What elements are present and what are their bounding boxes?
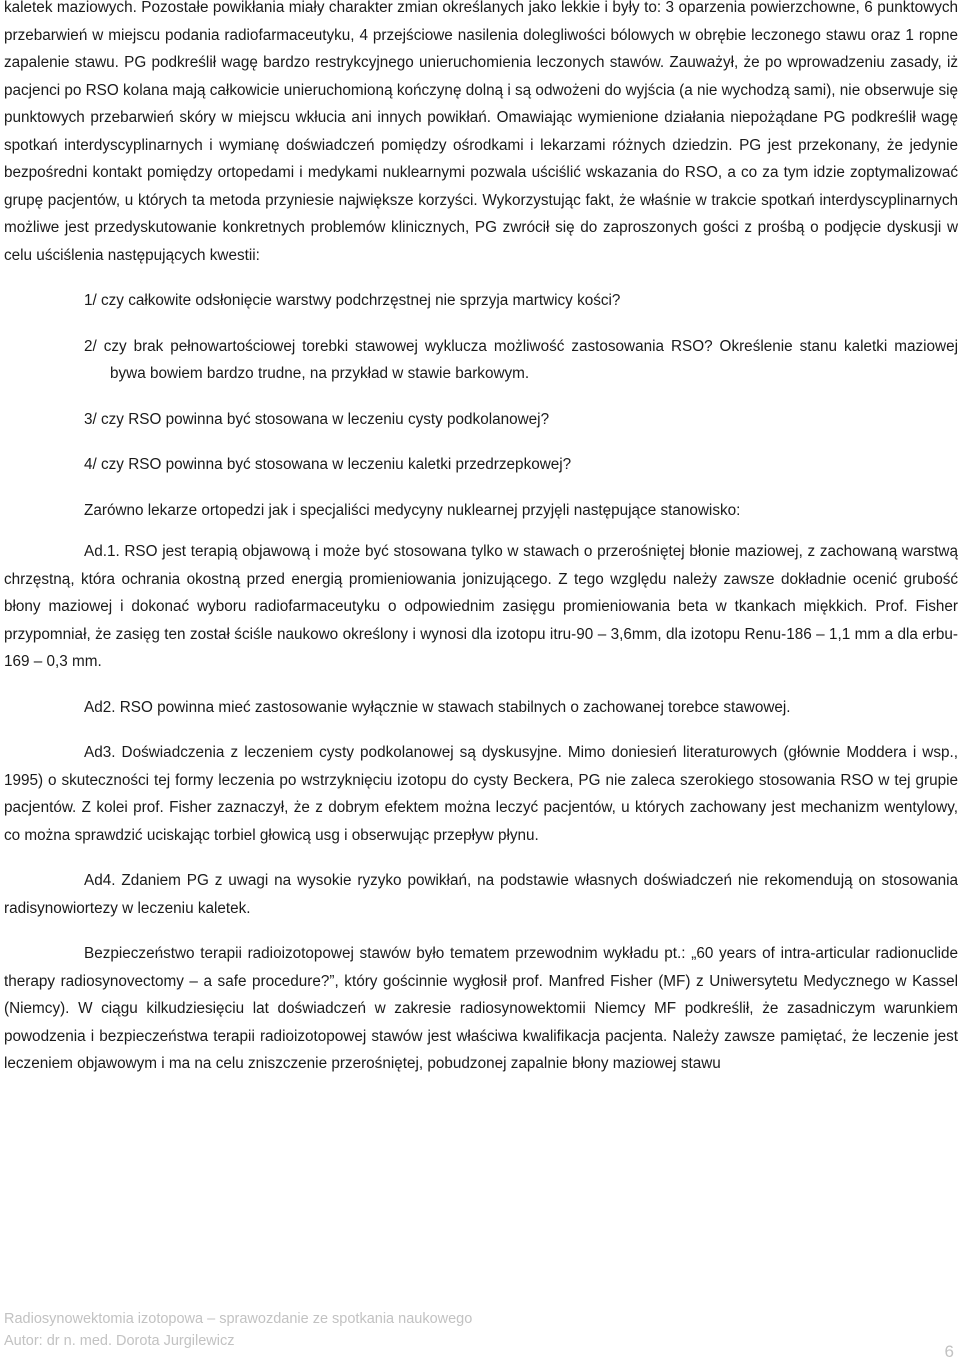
- answer-2: Ad2. RSO powinna mieć zastosowanie wyłącznie w stawach stabilnych o zachowanej torebce stawowej.: [84, 698, 791, 716]
- question-4: 4/ czy RSO powinna być stosowana w leczeniu kaletki przedrzepkowej?: [84, 456, 572, 473]
- answer-1: Ad.1. RSO jest terapią objawową i może być stosowana tylko w stawach o przerośniętej błonie maziowej, z zachowaną warstwą chrzęstną, która ochrania okostną przed energią promieniowania jonizującego. Z tego względu należy zawsze dokładnie ocenić grubość błony maziowej i dokonać wyboru radiofarmaceutyku o odpowiednim zasięgu promieniowania beta w tkankach miękkich. Prof. Fisher przypomniał, że zasięg ten został ściśle naukowo określony i wynosi dla izotopu itru-90 – 3,6mm, dla izotopu Renu-186 – 1,1 mm a dla erbu-169 – 0,3 mm.: [4, 543, 958, 670]
- document-page: [4, 0, 958, 1078]
- paragraph-safety-lecture: Bezpieczeństwo terapii radioizotopowej stawów było tematem przewodnim wykładu pt.: „60 years of intra-articular radionuclide therapy radiosynovectomy – a safe procedure?”, który gościnnie wygłosił prof. Manfred Fisher (MF) z Uniwersytetu Medycznego w Kassel (Niemcy). W ciągu kilkudziesięciu lat doświadczeń w zakresie radiosynowektomii Niemcy MF podkreślił, że zasadniczym warunkiem powodzenia i bezpieczeństwa terapii radioizotopowej stawów jest właściwa kwalifikacja pacjenta. Należy zawsze pamiętać, że leczenie jest leczeniem objawowym i ma na celu zniszczenie przerośniętej, pobudzonej zapalnie błony maziowej stawu: [4, 945, 958, 1072]
- question-1: 1/ czy całkowite odsłonięcie warstwy podchrzęstnej nie sprzyja martwicy kości?: [84, 292, 621, 309]
- question-3: 3/ czy RSO powinna być stosowana w leczeniu cysty podkolanowej?: [84, 410, 550, 428]
- answer-3: Ad3. Doświadczenia z leczeniem cysty podkolanowej są dyskusyjne. Mimo doniesień literaturowych (głównie Moddera i wsp., 1995) o skuteczności tej formy leczenia po wstrzyknięciu izotopu do cysty Beckera, PG nie zaleca szerokiego stosowania RSO w tej grupie pacjentów. Z kolei prof. Fisher zaznaczył, że z dobrym efektem można leczyć pacjentów, u których zachowany jest mechanizm wentylowy, co można sprawdzić uciskając torbiel głowicą usg i obserwując przepływ płynu.: [4, 744, 958, 844]
- page-number: 6: [944, 1342, 954, 1361]
- page-footer: [4, 1308, 472, 1352]
- footer-author: Autor: dr n. med. Dorota Jurgilewicz: [4, 1333, 235, 1349]
- footer-title: Radiosynowektomia izotopowa – sprawozdanie ze spotkania naukowego: [4, 1311, 473, 1327]
- paragraph-complications: kaletek maziowych. Pozostałe powikłania miały charakter zmian określanych jako lekkie i były to: 3 oparzenia powierzchowne, 6 punktowych przebarwień w miejscu podania radiofarmaceutyku, 4 przejściowe nasilenia dolegliwości bólowych w obrębie leczonego stawu oraz 1 ropne zapalenie stawu. PG podkreślił wagę bardzo restrykcyjnego unieruchomienia leczonych stawów. Zauważył, że po wprowadzeniu zasady, iż pacjenci po RSO kolana mają całkowicie unieruchomioną kończynę dolną i są odwożeni do wyjścia (a nie wychodzą sami), nie obserwuje się punktowych przebarwień skóry w miejscu wkłucia ani innych powikłań. Omawiając wymienione działania niepożądane PG podkreślił wagę spotkań interdyscyplinarnych i wymianę doświadczeń pomiędzy ośrodkami i lekarzami różnych dziedzin. PG jest przekonany, że jedynie bezpośredni kontakt pomiędzy ortopedami i medykami nuklearnymi pozwala uściślić wskazania do RSO, a co za tym idzie zoptymalizować grupę pacjentów, u których ta metoda przyniesie największe korzyści. Wykorzystując fakt, że właśnie w trakcie spotkań interdyscyplinarnych możliwe jest przedyskutowanie konkretnych problemów klinicznych, PG zwrócił się do zaproszonych gości z prośbą o podjęcie dyskusji w celu uściślenia następujących kwestii:: [4, 0, 958, 264]
- question-2: 2/ czy brak pełnowartościowej torebki stawowej wyklucza możliwość zastosowania RSO? Określenie stanu kaletki maziowej bywa bowiem bardzo trudne, na przykład w stawie barkowym.: [84, 337, 958, 382]
- answer-4: Ad4. Zdaniem PG z uwagi na wysokie ryzyko powikłań, na podstawie własnych doświadczeń nie rekomendują on stosowania radisynowiortezy w leczeniu kaletek.: [4, 872, 958, 917]
- stance-intro: Zarówno lekarze ortopedzi jak i specjaliści medycyny nuklearnej przyjęli następujące stanowisko:: [84, 501, 741, 519]
